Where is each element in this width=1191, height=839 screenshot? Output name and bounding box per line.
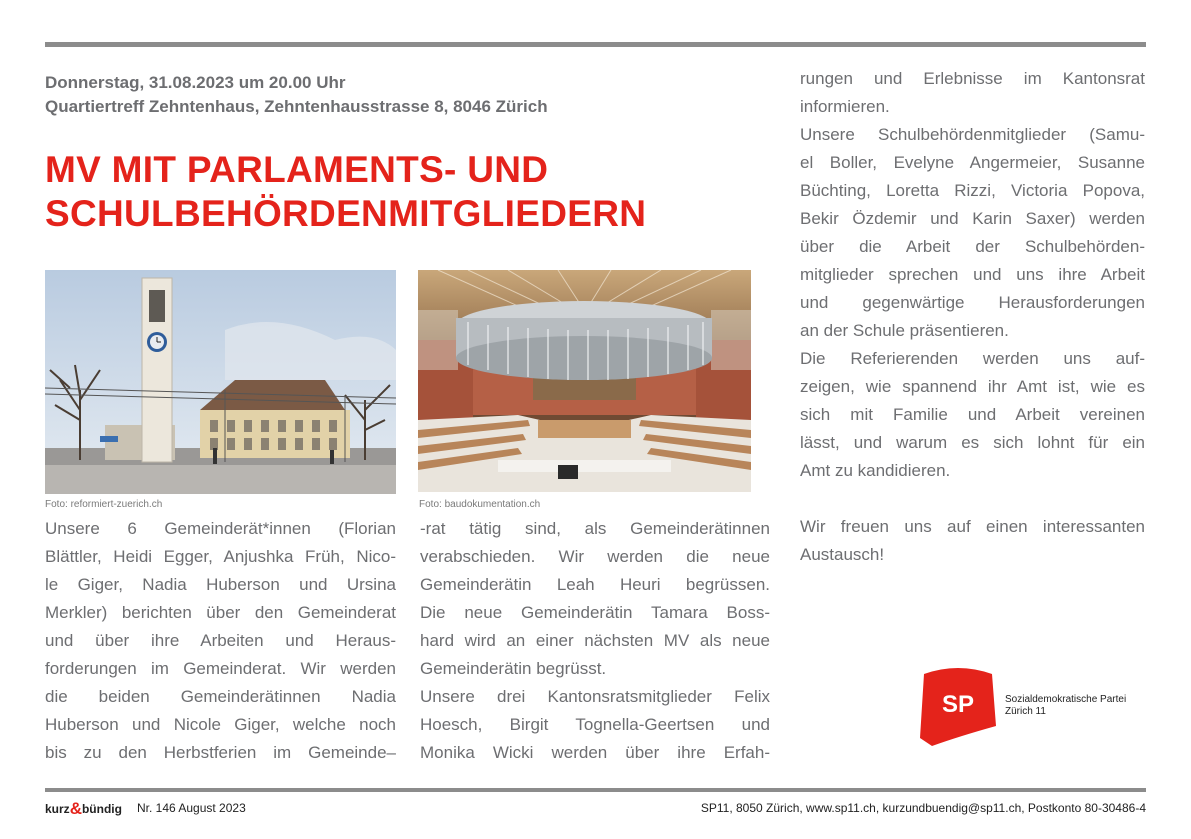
- column-3-line: lässt, und warum es sich lohnt für ein: [800, 433, 1145, 452]
- event-location: Quartiertreff Zehntenhaus, Zehntenhausstrasse 8, 8046 Zürich: [45, 97, 548, 116]
- column-2-line: Hoesch, Birgit Tognella-Geertsen und: [420, 715, 770, 734]
- text-column-3: [800, 65, 1145, 569]
- party-name: [1005, 694, 1126, 718]
- column-3-line: Bekir Özdemir und Karin Saxer) werden: [800, 209, 1145, 228]
- title-line-1: MV MIT PARLAMENTS- UND: [45, 149, 549, 190]
- column-2-line: Die neue Gemeinderätin Tamara Boss-: [420, 603, 770, 622]
- text-column-2: [420, 515, 770, 767]
- column-1-line: bis zu den Herbstferien im Gemeinde–: [45, 743, 396, 762]
- footer: [45, 797, 1146, 819]
- column-1-line: die beiden Gemeinderätinnen Nadia: [45, 687, 396, 706]
- council-chamber-photo: [418, 270, 751, 492]
- column-1-line: Blättler, Heidi Egger, Anjushka Früh, Nico-: [45, 547, 396, 566]
- column-3-line: Büchting, Loretta Rizzi, Victoria Popova,: [800, 181, 1145, 200]
- column-3-line: an der Schule präsentieren.: [800, 321, 1009, 340]
- council-photo-caption: Foto: baudokumentation.ch: [419, 499, 541, 510]
- church-photo: [45, 270, 396, 494]
- issue-number: Nr. 146 August 2023: [137, 801, 246, 815]
- column-2-line: Gemeinderätin begrüsst.: [420, 659, 607, 678]
- column-3-line: rungen und Erlebnisse im Kantonsrat: [800, 69, 1145, 88]
- column-2-line: Monika Wicki werden über ihre Erfah-: [420, 743, 770, 762]
- brand-ampersand: &: [69, 799, 82, 818]
- column-3-line: Unsere Schulbehördenmitglieder (Samu-: [800, 125, 1145, 144]
- column-3-line: Die Referierenden werden uns auf-: [800, 349, 1145, 368]
- column-3-line: und gegenwärtige Herausforderungen: [800, 293, 1145, 312]
- column-3-spacer: [800, 485, 1145, 513]
- column-2-line: Unsere drei Kantonsratsmitglieder Felix: [420, 687, 770, 706]
- bottom-rule: [45, 788, 1146, 792]
- column-3-line: Austausch!: [800, 545, 885, 564]
- column-2-line: hard wird an einer nächsten MV als neue: [420, 631, 770, 650]
- column-1-line: Unsere 6 Gemeinderät*innen (Florian: [45, 519, 396, 538]
- party-name-line-2: Zürich 11: [1005, 706, 1046, 717]
- column-1-line: Huberson und Nicole Giger, welche noch: [45, 715, 396, 734]
- brand-part-2: bündig: [81, 802, 122, 816]
- column-2-line: -rat tätig sind, als Gemeinderätinnen: [420, 519, 770, 538]
- column-3-line: zeigen, wie spannend ihr Amt ist, wie es: [800, 377, 1145, 396]
- event-date: Donnerstag, 31.08.2023 um 20.00 Uhr: [45, 73, 346, 92]
- column-3-line: el Boller, Evelyne Angermeier, Susanne: [800, 153, 1145, 172]
- church-photo-caption: Foto: reformiert-zuerich.ch: [45, 499, 163, 510]
- column-1-line: le Giger, Nadia Huberson und Ursina: [45, 575, 396, 594]
- column-1-line: forderungen im Gemeinderat. Wir werden: [45, 659, 396, 678]
- brand-part-1: kurz: [45, 802, 70, 816]
- column-3-line: Wir freuen uns auf einen interessanten: [800, 517, 1145, 536]
- column-2-line: Gemeinderätin Leah Heuri begrüssen.: [420, 575, 770, 594]
- event-meta: [45, 71, 745, 119]
- page-title: [45, 148, 765, 236]
- title-line-2: SCHULBEHÖRDENMITGLIEDERN: [45, 193, 647, 234]
- top-rule: [45, 42, 1146, 47]
- sp-logo: [920, 666, 996, 746]
- column-3-line: sich mit Familie und Arbeit vereinen: [800, 405, 1145, 424]
- column-1-line: und über ihre Arbeiten und Heraus-: [45, 631, 396, 650]
- column-1-line: Merkler) berichten über den Gemeinderat: [45, 603, 396, 622]
- column-3-line: informieren.: [800, 97, 890, 116]
- column-3-line: über die Arbeit der Schulbehörden-: [800, 237, 1145, 256]
- column-3-line: Amt zu kandidieren.: [800, 461, 951, 480]
- party-name-line-1: Sozialdemokratische Partei: [1005, 694, 1127, 705]
- publication-brand: [45, 798, 122, 818]
- column-3-line: mitglieder sprechen und uns ihre Arbeit: [800, 265, 1145, 284]
- contact-line: SP11, 8050 Zürich, www.sp11.ch, kurzundbuendig@sp11.ch, Postkonto 80-30486-4: [700, 801, 1146, 815]
- column-2-line: verabschieden. Wir werden die neue: [420, 547, 770, 566]
- text-column-1: [45, 515, 396, 767]
- sp-logo-mark: SP: [941, 691, 975, 718]
